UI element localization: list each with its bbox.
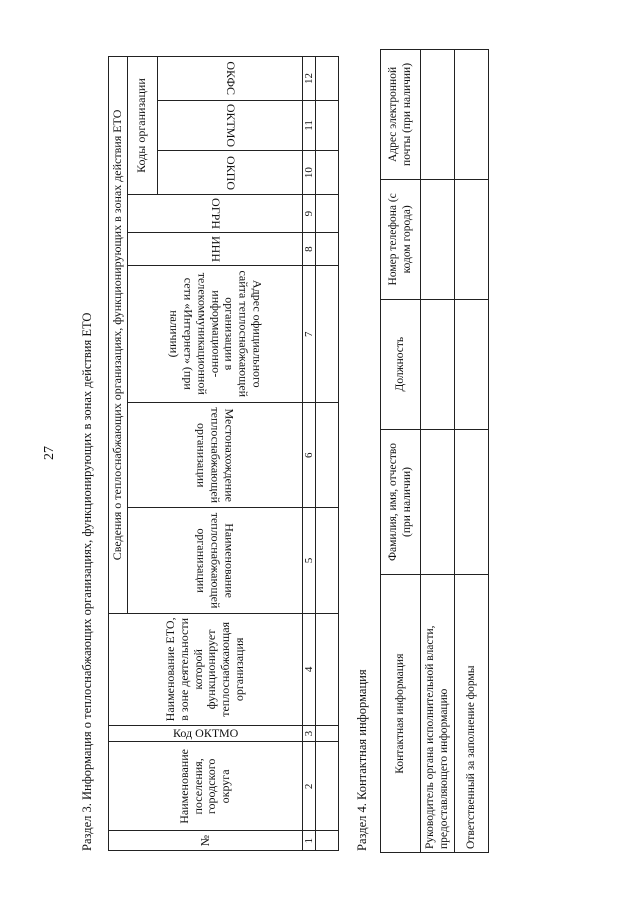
header-oktmo-cell [157,100,302,150]
data-cell[interactable] [455,299,489,429]
table-row [455,50,489,853]
data-cell[interactable] [421,429,455,575]
header-org-name: Наименование теплоснабжающей организации [194,512,237,609]
section3-table [108,56,339,851]
header-eto-name: Наименование ЕТО, в зоне деятельности которой функционирует теплоснабжающая организация [109,613,303,725]
header-settlement: Наименование поселения, городского округа [109,742,303,831]
header-website: Адрес официального сайта теплоснабжающей организации в информационно-телекоммуникационной сети «Интернет» (при наличии) [167,270,265,398]
col-number: 7 [302,266,316,403]
table-row [421,50,455,853]
data-cell[interactable] [316,725,339,742]
header-contact-info: Контактная информация [381,575,421,853]
header-location: Местонахождение теплоснабжающей организации [194,407,237,504]
header-position: Должность [381,299,421,429]
data-cell[interactable] [316,151,339,195]
col-number: 10 [302,151,316,195]
col-number: 9 [302,195,316,233]
data-cell[interactable] [421,299,455,429]
col-number: 5 [302,508,316,614]
data-cell[interactable] [421,50,455,180]
header-org-group: Сведения о теплоснабжающих организациях, функционирующих в зонах действия ЕТО [109,57,128,614]
header-website-cell [127,266,302,403]
header-okpo-cell [157,151,302,195]
header-okpo: ОКПО [223,155,238,190]
section4-table [380,49,489,853]
col-number: 2 [302,742,316,831]
header-oktmo-code-text: Код ОКТМО [172,725,239,740]
header-oktmo: ОКТМО [223,103,238,148]
data-cell[interactable] [316,57,339,101]
col-number: 11 [302,100,316,150]
col-number: 3 [302,725,316,742]
data-cell[interactable] [316,831,339,851]
header-org-name-cell [127,508,302,614]
data-cell[interactable] [316,403,339,508]
header-okfs-cell [157,57,302,101]
data-cell[interactable] [316,742,339,831]
data-cell[interactable] [455,50,489,180]
header-email: Адрес электронной почты (при наличии) [381,50,421,180]
header-ogrn-cell [127,195,302,233]
data-cell[interactable] [316,266,339,403]
col-number: 8 [302,233,316,266]
page-number: 27 [42,446,57,460]
header-phone: Номер телефона (с кодом города) [381,179,421,299]
header-codes: Коды организации [127,57,157,195]
header-oktmo-code [109,725,303,742]
row-label: Руководитель органа исполнительной власти, предоставляющего информацию [421,575,455,853]
section3-title: Раздел 3. Информация о теплоснабжающих организациях, функционирующих в зонах действия ЕТО [80,312,94,851]
header-okfs: ОКФС [223,61,238,96]
data-cell[interactable] [316,195,339,233]
data-cell[interactable] [421,179,455,299]
data-cell[interactable] [455,429,489,575]
section4-title: Раздел 4. Контактная информация [355,669,369,851]
row-label: Ответственный за заполнение формы [455,575,489,853]
header-fio: Фамилия, имя, отчество (при наличии) [381,429,421,575]
header-no: № [109,831,303,851]
data-cell[interactable] [316,508,339,614]
data-cell[interactable] [316,100,339,150]
col-number: 1 [302,831,316,851]
header-inn-cell [127,233,302,266]
data-cell[interactable] [316,613,339,725]
header-inn: ИНН [208,236,223,263]
data-cell[interactable] [455,179,489,299]
col-number: 12 [302,57,316,101]
header-ogrn: ОГРН [208,198,223,230]
col-number: 6 [302,403,316,508]
data-cell[interactable] [316,233,339,266]
col-number: 4 [302,613,316,725]
header-location-cell [127,403,302,508]
